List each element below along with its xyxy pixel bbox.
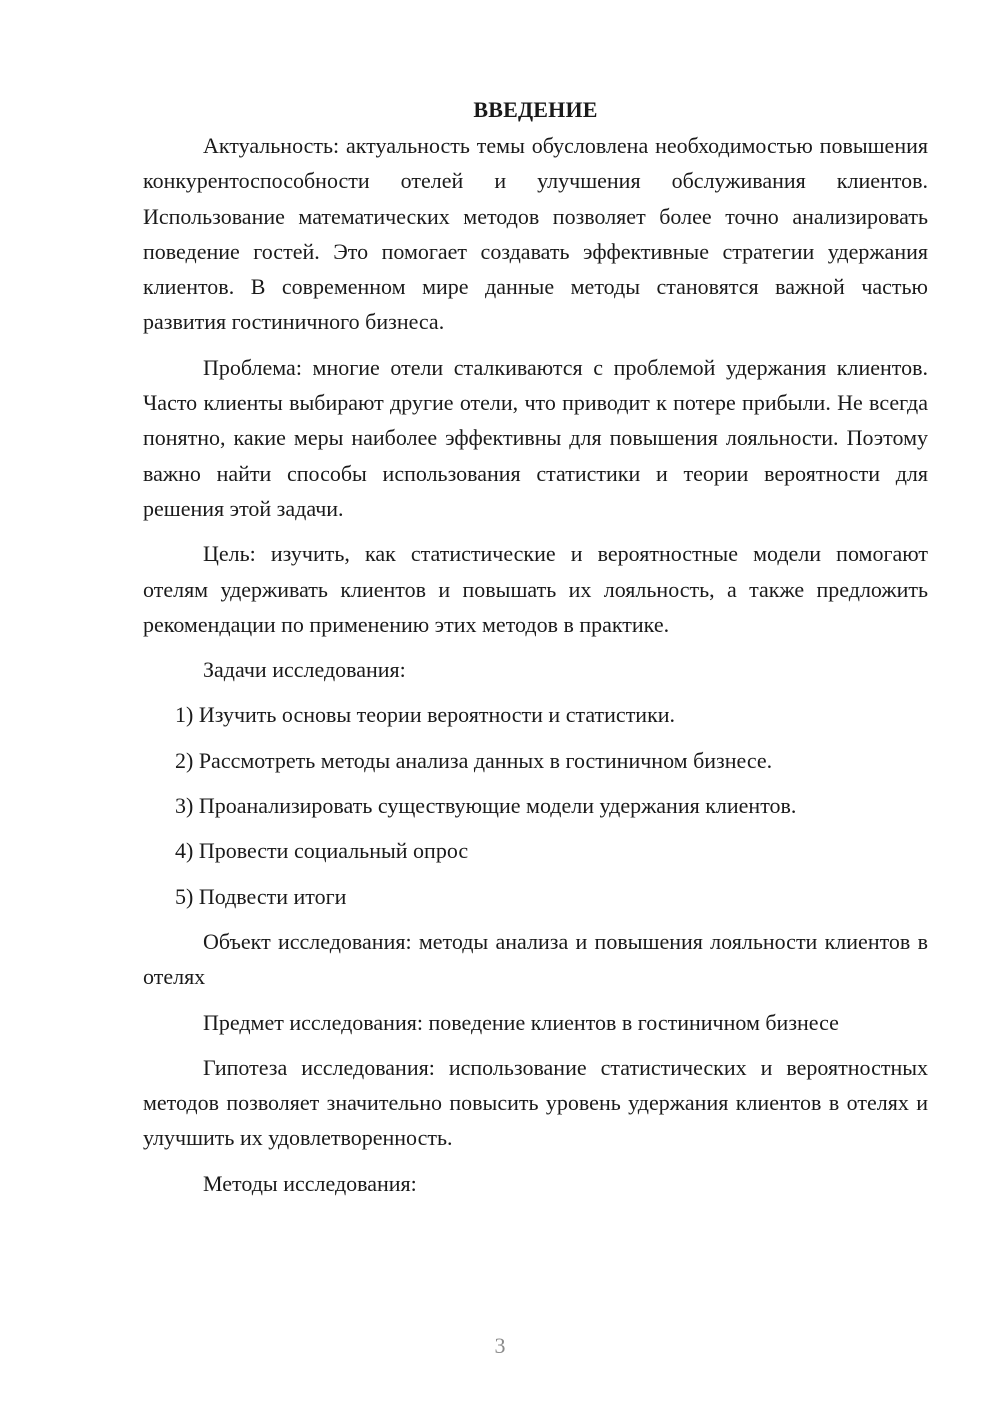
task-item-3: 3) Проанализировать существующие модели удержания клиентов. bbox=[175, 793, 797, 819]
task-item-5: 5) Подвести итоги bbox=[175, 883, 347, 909]
research-subject-paragraph: Предмет исследования: поведение клиентов в гостиничном бизнесе bbox=[203, 1009, 839, 1035]
problem-paragraph: Проблема: многие отели сталкиваются с проблемой удержания клиентов. Часто клиенты выбирают другие отели, что приводит к потере прибыли. Не всегда понятно, какие меры наиболее эффективны для повышения лояльности. Поэтому важно найти способы использования статистики и теории вероятности для решения этой задачи. bbox=[143, 354, 928, 521]
hypothesis-paragraph: Гипотеза исследования: использование статистических и вероятностных методов позволяет значительно повысить уровень удержания клиентов в отелях и улучшить их удовлетворенность. bbox=[143, 1054, 928, 1151]
task-item-1: 1) Изучить основы теории вероятности и статистики. bbox=[175, 702, 676, 728]
methods-heading: Методы исследования: bbox=[203, 1170, 417, 1196]
page-number: 3 bbox=[494, 1333, 506, 1358]
tasks-heading: Задачи исследования: bbox=[203, 657, 406, 683]
document-page bbox=[143, 92, 928, 1211]
goal-paragraph: Цель: изучить, как статистические и вероятностные модели помогают отелям удерживать клиентов и повышать их лояльность, а также предложить рекомендации по применению этих методов в практике. bbox=[143, 541, 928, 637]
task-item-2: 2) Рассмотреть методы анализа данных в гостиничном бизнесе. bbox=[175, 747, 773, 773]
document-title: ВВЕДЕНИЕ bbox=[473, 97, 598, 122]
task-item-4: 4) Провести социальный опрос bbox=[175, 838, 469, 864]
relevance-paragraph: Актуальность: актуальность темы обусловлена необходимостью повышения конкурентоспособности отелей и улучшения обслуживания клиентов. Использование математических методов позволяет более точно анализировать поведение гостей. Это помогает создавать эффективные стратегии удержания клиентов. В современном мире данные методы становятся важной частью развития гостиничного бизнеса. bbox=[143, 133, 928, 335]
research-object-paragraph: Объект исследования: методы анализа и повышения лояльности клиентов в отелях bbox=[143, 928, 928, 990]
